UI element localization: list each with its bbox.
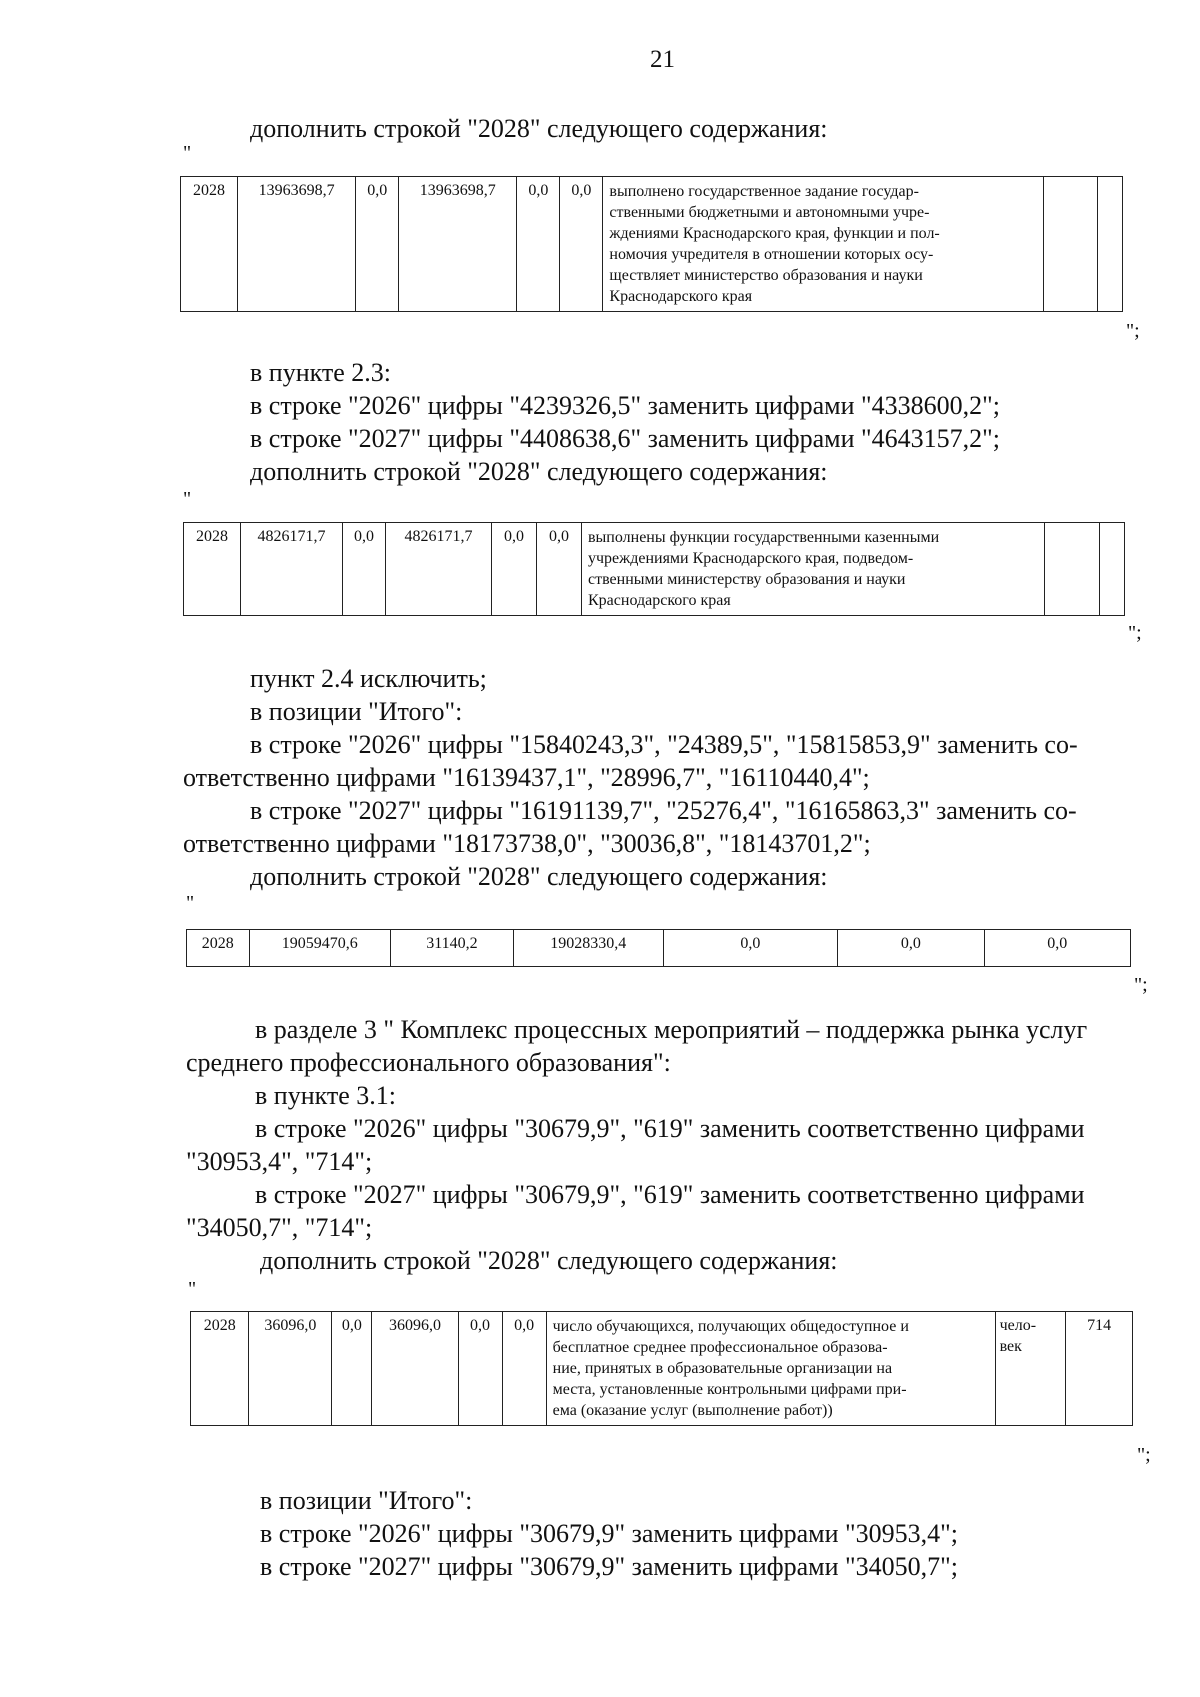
paragraph-line: в строке "2026" цифры "30679,9", "619" заменить соответственно цифрами bbox=[255, 1114, 1085, 1143]
paragraph-line: среднего профессионального образования": bbox=[186, 1048, 671, 1077]
year-cell: 2028 bbox=[191, 1312, 249, 1426]
paragraph-line: дополнить строкой "2028" следующего содержания: bbox=[250, 457, 828, 486]
description-line: выполнены функции государственными казенными bbox=[588, 529, 940, 546]
other-cell: 0,0 bbox=[537, 523, 582, 616]
unit-cell bbox=[1045, 523, 1100, 616]
paragraph-line: "30953,4", "714"; bbox=[186, 1147, 373, 1176]
description-line: ществляет министерство образования и науки bbox=[609, 267, 923, 284]
paragraph-line: дополнить строкой "2028" следующего содержания: bbox=[260, 1246, 838, 1275]
description-line: ние, принятых в образовательные организации на bbox=[552, 1360, 893, 1377]
description-line: Краснодарского края bbox=[588, 592, 731, 609]
description-cell bbox=[582, 523, 1045, 616]
paragraph-line: в строке "2027" цифры "4408638,6" заменить цифрами "4643157,2"; bbox=[250, 424, 1001, 453]
description-line: ема (оказание услуг (выполнение работ)) bbox=[552, 1402, 833, 1419]
paragraph-line: в строке "2027" цифры "30679,9" заменить цифрами "34050,7"; bbox=[260, 1552, 959, 1581]
other-cell: 0,0 bbox=[502, 1312, 546, 1426]
description-line: бесплатное среднее профессиональное образова- bbox=[552, 1339, 888, 1356]
table-row-2028-government-functions bbox=[183, 522, 1125, 616]
total-cell: 19059470,6 bbox=[249, 930, 390, 967]
paragraph-line: дополнить строкой "2028" следующего содержания: bbox=[250, 862, 828, 891]
local-cell: 0,0 bbox=[663, 930, 838, 967]
description-line: номочия учредителя в отношении которых осу- bbox=[609, 246, 934, 263]
unit-line: век bbox=[999, 1338, 1022, 1355]
paragraph-line: в строке "2026" цифры "15840243,3", "24389,5", "15815853,9" заменить со- bbox=[250, 730, 1078, 759]
quote-open-mark: " bbox=[183, 142, 192, 164]
table-row-2028-total bbox=[186, 929, 1131, 967]
federal-cell: 31140,2 bbox=[390, 930, 513, 967]
paragraph-line: в строке "2026" цифры "30679,9" заменить цифрами "30953,4"; bbox=[260, 1519, 959, 1548]
quote-close-mark: "; bbox=[1128, 622, 1142, 644]
local-cell: 0,0 bbox=[517, 177, 560, 312]
description-line: места, установленные контрольными цифрами при- bbox=[552, 1381, 907, 1398]
total-cell: 36096,0 bbox=[249, 1312, 332, 1426]
federal-cell: 0,0 bbox=[332, 1312, 372, 1426]
extra-cell: 0,0 bbox=[984, 930, 1130, 967]
quote-close-mark: "; bbox=[1134, 974, 1148, 996]
paragraph-line: ответственно цифрами "18173738,0", "30036,8", "18143701,2"; bbox=[183, 829, 871, 858]
quote-close-mark: "; bbox=[1137, 1444, 1151, 1466]
regional-cell: 36096,0 bbox=[372, 1312, 458, 1426]
table-row bbox=[191, 1312, 1133, 1426]
paragraph-line: пункт 2.4 исключить; bbox=[250, 664, 487, 693]
description-line: учреждениями Краснодарского края, подведом- bbox=[588, 550, 914, 567]
quote-open-mark: " bbox=[183, 488, 192, 510]
description-cell bbox=[546, 1312, 995, 1426]
total-cell: 4826171,7 bbox=[241, 523, 343, 616]
description-line: ждениями Краснодарского края, функции и пол- bbox=[609, 225, 940, 242]
paragraph-line: ответственно цифрами "16139437,1", "28996,7", "16110440,4"; bbox=[183, 763, 870, 792]
paragraph-line: "34050,7", "714"; bbox=[186, 1213, 373, 1242]
table-row bbox=[187, 930, 1131, 967]
paragraph-line: в пункте 2.3: bbox=[250, 358, 392, 387]
quote-close-mark: "; bbox=[1126, 320, 1140, 342]
description-line: Краснодарского края bbox=[609, 288, 753, 305]
page-number: 21 bbox=[650, 46, 675, 73]
unit-cell bbox=[995, 1312, 1066, 1426]
value-cell bbox=[1100, 523, 1125, 616]
description-line: ственными министерству образования и науки bbox=[588, 571, 906, 588]
table-row bbox=[181, 177, 1123, 312]
total-cell: 13963698,7 bbox=[238, 177, 356, 312]
value-cell bbox=[1097, 177, 1122, 312]
year-cell: 2028 bbox=[187, 930, 250, 967]
regional-cell: 13963698,7 bbox=[399, 177, 517, 312]
quote-open-mark: " bbox=[188, 1278, 197, 1300]
unit-cell bbox=[1043, 177, 1097, 312]
year-cell: 2028 bbox=[181, 177, 238, 312]
table-row-2028-students bbox=[190, 1311, 1133, 1426]
description-cell bbox=[603, 177, 1043, 312]
unit-line: чело- bbox=[999, 1317, 1037, 1334]
other-cell: 0,0 bbox=[838, 930, 984, 967]
description-line: выполнено государственное задание государ- bbox=[609, 183, 919, 200]
regional-cell: 4826171,7 bbox=[386, 523, 492, 616]
local-cell: 0,0 bbox=[458, 1312, 502, 1426]
paragraph-line: в пункте 3.1: bbox=[255, 1081, 397, 1110]
table-row bbox=[184, 523, 1125, 616]
paragraph-line: дополнить строкой "2028" следующего содержания: bbox=[250, 114, 828, 143]
description-line: ственными бюджетными и автономными учре- bbox=[609, 204, 930, 221]
paragraph-line: в строке "2027" цифры "30679,9", "619" заменить соответственно цифрами bbox=[255, 1180, 1085, 1209]
federal-cell: 0,0 bbox=[356, 177, 399, 312]
year-cell: 2028 bbox=[184, 523, 241, 616]
other-cell: 0,0 bbox=[560, 177, 603, 312]
federal-cell: 0,0 bbox=[343, 523, 386, 616]
regional-cell: 19028330,4 bbox=[513, 930, 663, 967]
paragraph-line: в разделе 3 " Комплекс процессных мероприятий – поддержка рынка услуг bbox=[255, 1015, 1088, 1044]
paragraph-line: в позиции "Итого": bbox=[260, 1486, 473, 1515]
table-row-2028-state-assignment bbox=[180, 176, 1123, 312]
paragraph-line: в строке "2027" цифры "16191139,7", "25276,4", "16165863,3" заменить со- bbox=[250, 796, 1077, 825]
paragraph-line: в позиции "Итого": bbox=[250, 697, 463, 726]
quote-open-mark: " bbox=[186, 892, 195, 914]
local-cell: 0,0 bbox=[492, 523, 537, 616]
description-line: число обучающихся, получающих общедоступное и bbox=[552, 1318, 909, 1335]
value-cell: 714 bbox=[1066, 1312, 1133, 1426]
paragraph-line: в строке "2026" цифры "4239326,5" заменить цифрами "4338600,2"; bbox=[250, 391, 1001, 420]
